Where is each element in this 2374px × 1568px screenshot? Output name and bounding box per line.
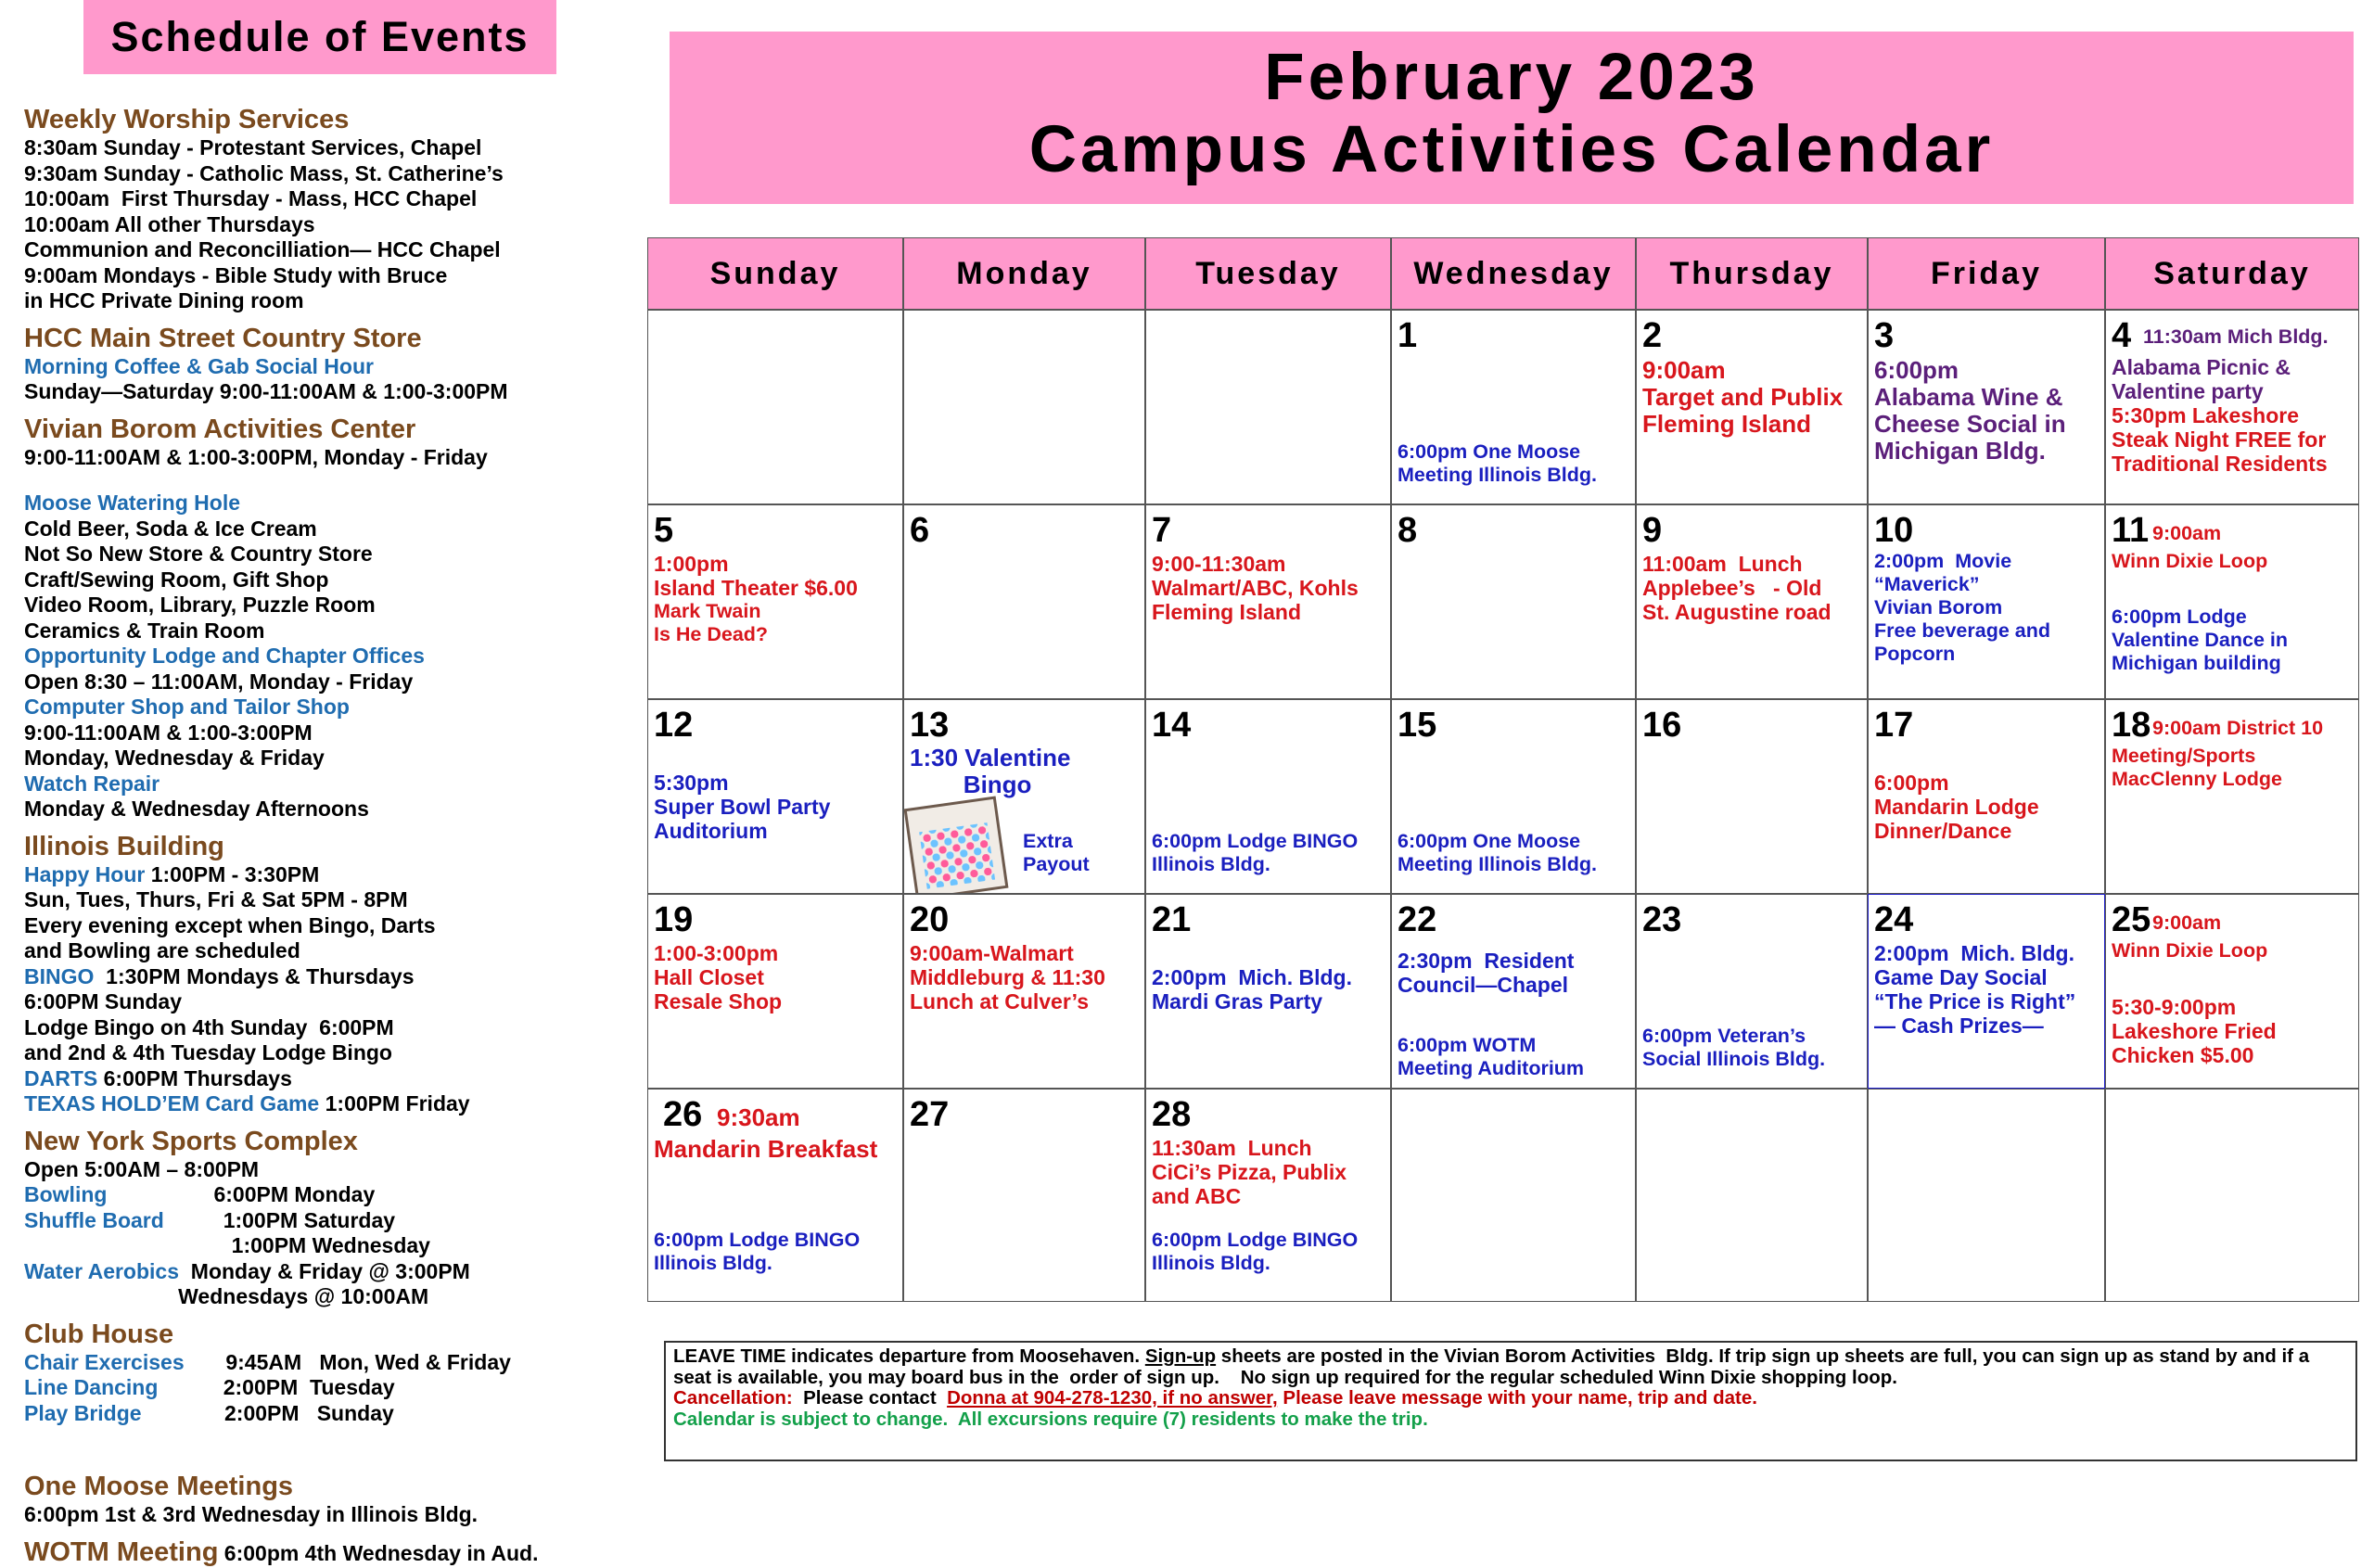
empty-day-cell [903,310,1145,504]
schedule-line-text: Line Dancing [24,1375,223,1399]
calendar-month: February 2023 [1264,41,1759,114]
weekday-header-sunday: Sunday [647,237,903,310]
schedule-line-text: Not So New Store & Country Store [24,542,373,566]
schedule-line-text: Cold Beer, Soda & Ice Cream [24,516,317,541]
cancellation-label: Cancellation: [673,1387,793,1409]
event-text: 2:30pm Resident Council—Chapel [1398,949,1575,997]
schedule-line-detail: 1:00PM - 3:30PM [145,861,320,886]
schedule-line [24,263,627,289]
schedule-line [24,1157,627,1183]
day-cell-25 [2105,894,2359,1089]
schedule-line-text: Happy Hour [24,861,146,886]
schedule-line-text: Open 5:00AM – 8:00PM [24,1156,260,1181]
day-number: 14 [1152,706,1192,745]
schedule-line [24,1208,627,1234]
day-number: 13 [910,706,950,745]
schedule-line [24,354,627,380]
schedule-line-detail: 1:00PM Friday [319,1091,470,1115]
schedule-line-detail: 2:00PM Tuesday [223,1375,395,1399]
event-text: 9:00-11:30am Walmart/ABC, Kohls Fleming Island [1152,552,1359,624]
schedule-line-detail: 9:45AM Mon, Wed & Friday [225,1349,511,1374]
schedule-line [24,186,627,212]
weekday-header-friday: Friday [1868,237,2105,310]
section-heading [24,414,627,445]
valentine-bingo-card-icon [904,797,1009,894]
event-text: Extra Payout [1023,830,1090,875]
event-text: 1:00pm Island Theater $6.00 [654,552,858,600]
event-text: 9:00am District 10 [2152,717,2324,739]
schedule-line-text: 9:00-11:00AM & 1:00-3:00PM [24,720,313,745]
day-cell-5 [647,504,903,699]
event-text: Mandarin Breakfast [654,1135,878,1163]
day-cell-6 [903,504,1145,699]
weekday-header-tuesday: Tuesday [1145,237,1391,310]
day-number: 10 [1874,511,1914,550]
event-text: 2:00pm Mich. Bldg. Game Day Social “The Price is Right” — Cash Prizes— [1874,941,2076,1038]
day-cell-18 [2105,699,2359,894]
schedule-line-detail: Monday & Friday @ 3:00PM [179,1258,470,1283]
cancellation-contact: Donna at 904-278-1230, if no answer, [947,1387,1278,1409]
day-cell-12 [647,699,903,894]
schedule-line [24,913,627,939]
schedule-line [24,720,627,746]
event-text: 6:00pm Veteran’s Social Illinois Bldg. [1642,1025,1826,1070]
schedule-title: Schedule of Events [83,0,556,74]
event-text: Alabama Picnic & Valentine party [2112,355,2291,403]
schedule-line [24,989,627,1015]
schedule-line [24,669,627,695]
day-cell-8 [1391,504,1636,699]
day-cell-16 [1636,699,1868,894]
day-number: 20 [910,900,950,939]
day-number: 24 [1874,900,1914,939]
schedule-line-text: 10:00am All other Thursdays [24,211,315,236]
event-text: 9:00am [2152,522,2222,544]
day-cell-19 [647,894,903,1089]
event-text: 9:00am Target and Publix Fleming Island [1642,356,1844,438]
event-text: 2:00pm Movie “Maverick” Vivian Borom Free beverage and Popcorn [1874,550,2051,665]
schedule-line [24,1066,627,1092]
event-text: Winn Dixie Loop [2112,939,2268,962]
schedule-line [24,862,627,888]
event-text: 1:00-3:00pm Hall Closet Resale Shop [654,941,783,1013]
event-text: 9:00am [2152,911,2222,934]
day-number: 19 [654,900,694,939]
schedule-line-text: 6:00PM Sunday [24,989,182,1013]
schedule-line-text: Sunday—Saturday 9:00-11:00AM & 1:00-3:00PM [24,379,508,403]
notice-leave-time [673,1346,2348,1388]
schedule-line [24,938,627,964]
notice-text: sheets are posted in the Vivian Borom Activities Bldg. If trip sign up sheets are full, you can sign up as stand by and if a seat is available, you may board bus in the order of sign up. No sign up required for the regular scheduled Winn Dixie shopping loop. [673,1345,2315,1388]
schedule-line-text: Opportunity Lodge and Chapter Offices [24,644,425,668]
section-heading-text: Illinois Building [24,831,224,861]
schedule-line [24,964,627,990]
section-heading-text: Vivian Borom Activities Center [24,414,416,444]
event-text: Mark Twain Is He Dead? [654,600,769,645]
calendar-grid [647,237,2359,1302]
schedule-line-text: Shuffle Board [24,1207,223,1232]
event-text: 11:00am Lunch Applebee’s - Old St. Augustine road [1642,552,1832,624]
day-cell-13 [903,699,1145,894]
schedule-line [24,618,627,644]
section-heading [24,323,627,354]
empty-day-cell [1391,1089,1636,1302]
day-cell-15 [1391,699,1636,894]
day-number: 6 [910,511,930,550]
weekday-header-monday: Monday [903,237,1145,310]
section-heading [24,1319,627,1350]
notice-text: LEAVE TIME indicates departure from Moosehaven. [673,1345,1145,1367]
schedule-line-text: Open 8:30 – 11:00AM, Monday - Friday [24,669,414,694]
event-text: 11:30am Lunch CiCi’s Pizza, Publix and ABC [1152,1136,1347,1208]
day-number: 9 [1642,511,1663,550]
schedule-line [24,491,627,516]
schedule-line [24,771,627,797]
schedule-line [24,593,627,618]
schedule-line-text: Communion and Reconcilliation— HCC Chapel [24,237,501,261]
day-cell-26 [647,1089,903,1302]
schedule-line [24,1259,627,1285]
schedule-line [24,135,627,161]
schedule-line-text: Water Aerobics [24,1258,180,1283]
notice-change: Calendar is subject to change. All excursions require (7) residents to make the trip. [673,1408,1428,1430]
schedule-line-text: and Bowling are scheduled [24,938,300,962]
day-cell-11 [2105,504,2359,699]
schedule-line-text: Video Room, Library, Puzzle Room [24,593,376,617]
schedule-line-text: Moose Watering Hole [24,491,240,515]
notice-box [664,1341,2357,1461]
day-number: 3 [1874,316,1895,355]
day-cell-3 [1868,310,2105,504]
schedule-line [24,1284,627,1310]
day-cell-21 [1145,894,1391,1089]
day-number: 7 [1152,511,1172,550]
schedule-line [24,1040,627,1066]
weekday-header-thursday: Thursday [1636,237,1868,310]
schedule-line [24,567,627,593]
schedule-line-text: 1:00PM Wednesday [24,1233,430,1257]
bingo-dots-pattern [919,822,995,889]
day-number: 15 [1398,706,1437,745]
schedule-line-text: 9:30am Sunday - Catholic Mass, St. Catherine’s [24,160,504,185]
day-number: 2 [1642,316,1663,355]
section-heading [24,1536,627,1568]
section-heading-text: New York Sports Complex [24,1126,358,1156]
event-text: 6:00pm WOTM Meeting Auditorium [1398,1034,1585,1079]
event-text: Winn Dixie Loop [2112,550,2268,572]
schedule-line [24,288,627,314]
calendar-title: Campus Activities Calendar [1028,113,1995,186]
day-cell-2 [1636,310,1868,504]
schedule-line-text: Craft/Sewing Room, Gift Shop [24,567,329,592]
schedule-line-text: and 2nd & 4th Tuesday Lodge Bingo [24,1040,392,1064]
empty-day-cell [1868,1089,2105,1302]
schedule-line [24,644,627,669]
event-text: 9:00am-Walmart Middleburg & 11:30 Lunch at Culver’s [910,941,1105,1013]
schedule-line [24,212,627,238]
schedule-line-text: Bowling [24,1182,214,1206]
schedule-line [24,1182,627,1208]
day-number: 12 [654,706,694,745]
schedule-line [24,1502,627,1528]
day-number: 18 [2112,706,2151,745]
event-text: 6:00pm Lodge BINGO Illinois Bldg. [1152,1229,1359,1274]
schedule-line-text: Morning Coffee & Gab Social Hour [24,353,374,378]
day-number: 28 [1152,1095,1192,1134]
schedule-line [24,1233,627,1259]
section-heading-text: One Moose Meetings [24,1472,294,1501]
schedule-line [24,542,627,567]
event-text: 11:30am Mich Bldg. [2143,325,2329,348]
section-heading [24,1471,627,1502]
schedule-line-text: TEXAS HOLD’EM Card Game [24,1091,320,1115]
cancellation-rest: Please leave message with your name, trip and date. [1277,1387,1757,1409]
day-cell-20 [903,894,1145,1089]
day-number: 17 [1874,706,1914,745]
schedule-line [24,746,627,771]
event-text: 2:00pm Mich. Bldg. Mardi Gras Party [1152,965,1352,1013]
schedule-line [24,237,627,263]
event-text: 9:30am [717,1103,800,1131]
schedule-line-text: 6:00pm 1st & 3rd Wednesday in Illinois Bldg. [24,1502,479,1526]
calendar-header [670,32,2354,204]
schedule-line-text: Watch Repair [24,771,160,796]
day-cell-7 [1145,504,1391,699]
schedule-line-detail: 2:00PM Sunday [224,1400,394,1425]
day-number: 4 [2112,316,2132,355]
day-number: 11 [2112,511,2150,550]
schedule-line-text: Computer Shop and Tailor Shop [24,695,350,719]
cancellation-text: Please contact [792,1387,948,1409]
schedule-line [24,161,627,187]
day-number: 25 [2112,900,2151,939]
day-cell-22 [1391,894,1636,1089]
schedule-line-detail: 1:30PM Mondays & Thursdays [94,963,415,988]
weekday-header-saturday: Saturday [2105,237,2359,310]
section-heading [24,104,627,135]
schedule-line-text: in HCC Private Dining room [24,288,304,312]
schedule-line-detail: 6:00PM Thursdays [97,1065,292,1090]
schedule-line [24,516,627,542]
event-text: 1:30 Valentine Bingo [910,744,1071,798]
schedule-line-detail: 6:00PM Monday [213,1182,376,1206]
day-number: 1 [1398,316,1418,355]
event-text: 6:00pm Lodge BINGO Illinois Bldg. [654,1229,861,1274]
weekday-header-wednesday: Wednesday [1391,237,1636,310]
schedule-line [24,445,627,471]
schedule-sidebar [24,0,627,1567]
day-cell-27 [903,1089,1145,1302]
day-number: 22 [1398,900,1437,939]
notice-signup: Sign-up [1144,1345,1217,1367]
schedule-list [24,104,627,1568]
day-number: 16 [1642,706,1682,745]
section-heading-text: Weekly Worship Services [24,105,350,134]
empty-day-cell [647,310,903,504]
day-number: 23 [1642,900,1682,939]
schedule-line-text: Monday & Wednesday Afternoons [24,797,369,821]
event-text: 5:30pm Lakeshore Steak Night FREE for Traditional Residents [2112,403,2328,476]
schedule-line [24,695,627,720]
empty-day-cell [1145,310,1391,504]
event-text: 6:00pm Lodge Valentine Dance in Michigan building [2112,606,2288,674]
section-heading-text: HCC Main Street Country Store [24,323,422,353]
section-heading-text: WOTM Meeting [24,1536,219,1567]
empty-day-cell [2105,1089,2359,1302]
schedule-line-detail: 1:00PM Saturday [223,1207,396,1232]
section-inline-text: 6:00pm 4th Wednesday in Aud. [218,1540,539,1565]
section-heading [24,1126,627,1157]
schedule-line [24,1091,627,1117]
schedule-line-text: Lodge Bingo on 4th Sunday 6:00PM [24,1014,394,1039]
schedule-line-text: Play Bridge [24,1400,225,1425]
event-text: 6:00pm Alabama Wine & Cheese Social in Michigan Bldg. [1874,356,2066,465]
empty-day-cell [1636,1089,1868,1302]
schedule-line [24,1350,627,1376]
schedule-line-text: Chair Exercises [24,1349,226,1374]
schedule-line [24,379,627,405]
schedule-line-text: Sun, Tues, Thurs, Fri & Sat 5PM - 8PM [24,887,408,911]
schedule-line [24,1015,627,1041]
event-text: Meeting/Sports MacClenny Lodge [2112,745,2282,790]
day-cell-4 [2105,310,2359,504]
day-cell-28 [1145,1089,1391,1302]
event-text: 6:00pm One Moose Meeting Illinois Bldg. [1398,440,1597,486]
day-cell-14 [1145,699,1391,894]
schedule-line-text: 8:30am Sunday - Protestant Services, Chapel [24,135,482,159]
schedule-line-text: 10:00am First Thursday - Mass, HCC Chapel [24,186,478,210]
schedule-line-text: Wednesdays @ 10:00AM [24,1284,429,1308]
section-heading-text: Club House [24,1319,174,1349]
schedule-line-text: Every evening except when Bingo, Darts [24,912,436,937]
day-cell-23 [1636,894,1868,1089]
schedule-line-text: DARTS [24,1065,98,1090]
schedule-line-text: 9:00-11:00AM & 1:00-3:00PM, Monday - Friday [24,444,488,469]
schedule-line [24,887,627,913]
schedule-line [24,1401,627,1427]
event-text: 6:00pm Lodge BINGO Illinois Bldg. [1152,830,1359,875]
schedule-line-text: 9:00am Mondays - Bible Study with Bruce [24,262,448,287]
schedule-line-text: Ceramics & Train Room [24,618,265,643]
event-text: 5:30pm Super Bowl Party Auditorium [654,771,831,843]
day-number: 26 [663,1095,703,1134]
day-number: 5 [654,511,674,550]
day-cell-24 [1868,894,2105,1089]
schedule-line-text: BINGO [24,963,95,988]
section-heading [24,831,627,862]
schedule-line-text: Monday, Wednesday & Friday [24,746,325,770]
schedule-line [24,797,627,822]
schedule-line [24,1375,627,1401]
event-text: 6:00pm Mandarin Lodge Dinner/Dance [1874,771,2039,843]
day-number: 21 [1152,900,1192,939]
day-number: 27 [910,1095,950,1134]
day-cell-10 [1868,504,2105,699]
day-cell-9 [1636,504,1868,699]
event-text: 6:00pm One Moose Meeting Illinois Bldg. [1398,830,1597,875]
day-number: 8 [1398,511,1418,550]
day-cell-17 [1868,699,2105,894]
event-text: 5:30-9:00pm Lakeshore Fried Chicken $5.00 [2112,995,2277,1067]
notice-cancellation [673,1388,2348,1409]
day-cell-1 [1391,310,1636,504]
